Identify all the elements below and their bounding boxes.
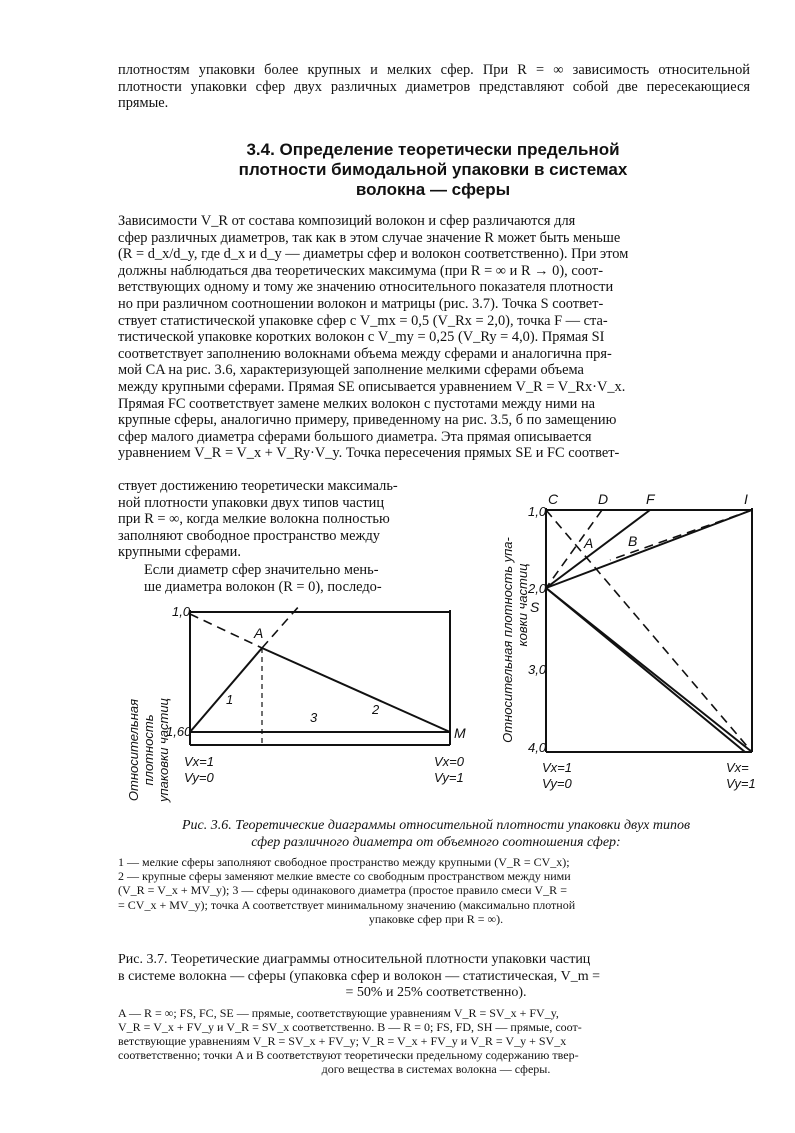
caption36-title-2: сфер различного диаметра от объемного соотношения сфер: — [251, 834, 621, 850]
body-line: ветствующих одному и тому же значению относительного показателя плотности — [118, 279, 614, 296]
fig36-line-3-label: 3 — [310, 710, 318, 725]
body-line: соответствует заполнению волокнами объема между сферами и аналогична пря- — [118, 345, 612, 362]
body-line: при R = ∞, когда мелкие волокна полностью — [118, 511, 390, 528]
figure-3-7 — [490, 490, 770, 805]
caption-figure-3-7 — [118, 952, 754, 1076]
body-line: ствует статистической упаковке сфер с V_mx = 0,5 (V_Rx = 2,0), точка F — ста- — [118, 312, 608, 329]
body-paragraph-1 — [118, 213, 750, 462]
heading-line-3: волокна — сферы — [355, 180, 511, 199]
caption36-title-1: Рис. 3.6. Теоретические диаграммы относительной плотности упаковки двух типов — [181, 818, 691, 833]
fig37-point-s: S — [530, 599, 540, 615]
fig36-x-right-1: Vx=0 — [434, 754, 464, 769]
body-line: но при различном соотношении волокон и матрицы (рис. 3.7). Точка S соответ- — [118, 295, 604, 312]
fig37-x-left-2: Vy=0 — [542, 776, 572, 791]
fig36-line-2 — [262, 648, 450, 732]
fig37-point-i: I — [744, 491, 748, 507]
caption36-note: (V_R = V_x + MV_y); 3 — сферы одинакового диаметра (простое правило смеси V_R = — [118, 883, 567, 898]
fig37-point-f: F — [646, 491, 655, 507]
fig36-x-left-2: Vy=0 — [184, 770, 214, 785]
fig37-ylabel-2: ковки частиц — [515, 563, 530, 647]
caption37-title-2: в системе волокна — сферы (упаковка сфер и волокон — статистическая, V_m = — [118, 968, 601, 984]
caption37-title-1: Рис. 3.7. Теоретические диаграммы относительной плотности упаковки частиц — [118, 952, 591, 967]
heading-line-2: плотности бимодальной упаковки в системах — [238, 160, 628, 179]
fig37-tick-1: 1,0 — [528, 504, 547, 519]
caption37-note: A — R = ∞; FS, FC, SE — прямые, соответствующие уравнениям V_R = SV_x + FV_y, — [118, 1005, 559, 1020]
body-line: ствует достижению теоретически максималь- — [118, 478, 398, 494]
body-line: тистической упаковке коротких волокон с V_my = 0,25 (V_Ry = 4,0). Прямая SI — [118, 329, 605, 346]
fig37-line-f-bottom — [546, 588, 745, 752]
fig37-x-right-2: Vy=1 — [726, 776, 756, 791]
fig36-point-a: A — [254, 625, 264, 641]
fig36-ylabel-1: Относительная — [126, 698, 141, 802]
fig37-tick-2: 2,0 — [528, 581, 547, 596]
body-line: Прямая FC соответствует замене мелких волокон с пустотами между ними на — [118, 395, 596, 412]
fig36-ylabel-3: упаковки частиц — [156, 698, 171, 802]
caption-figure-3-6 — [118, 818, 754, 926]
fig36-line-1 — [190, 648, 262, 732]
caption36-note: упаковке сфер при R = ∞). — [368, 911, 504, 926]
body-line: между крупными сферами. Прямая SE описывается уравнением V_R = V_Rx·V_x. — [118, 378, 626, 395]
fig37-line-fs — [546, 510, 650, 588]
caption37-title-3: = 50% и 25% соответственно). — [345, 985, 527, 1000]
fig37-x-right-1: Vx= — [726, 760, 749, 775]
body-line: ной плотности упаковки двух типов частиц — [118, 494, 385, 511]
caption37-note: соответственно; точки A и B соответствуют теоретически предельному содержанию твер- — [118, 1047, 579, 1062]
body-line: уравнением V_R = V_x + V_Ry·V_y. Точка пересечения прямых SE и FC соответ- — [118, 445, 620, 462]
fig37-x-left-1: Vx=1 — [542, 760, 572, 775]
body-line: крупные сферы, аналогично примеру, приведенному на рис. 3.5, б по замещению — [118, 412, 617, 429]
body-line: мой CA на рис. 3.6, характеризующей заполнение мелкими сферами объема — [118, 362, 584, 379]
fig36-line-2-label: 2 — [372, 702, 380, 717]
fig37-tick-4: 4,0 — [528, 740, 547, 755]
figure-3-6 — [110, 600, 490, 800]
fig37-ylabel-1: Относительная плотность упа- — [500, 537, 515, 743]
section-heading — [140, 140, 726, 200]
caption36-note: 2 — крупные сферы заменяют мелкие вместе со свободным пространством между ними — [118, 869, 571, 884]
fig36-ylabel-2: плотность — [141, 714, 156, 786]
intro-paragraph: плотностям упаковки более крупных и мелких сфер. При R = ∞ зависимость относительной плотности упаковки сфер двух различных диаметров представляют собой две пересекающиеся прямые. — [118, 62, 750, 112]
caption36-note: 1 — мелкие сферы заполняют свободное пространство между крупными (V_R = CV_x); — [118, 855, 570, 869]
body-line: сфер различных диаметров, так как в этом случае значение R может быть меньше — [118, 229, 621, 246]
heading-line-1: 3.4. Определение теоретически предельной — [246, 140, 620, 159]
fig37-point-a: A — [584, 535, 594, 551]
fig36-x-right-2: Vy=1 — [434, 770, 464, 785]
fig37-line-ds — [546, 510, 602, 588]
fig37-tick-3: 3,0 — [528, 662, 547, 677]
body-line: Если диаметр сфер значительно мень- — [144, 562, 379, 578]
fig36-line-1-label: 1 — [226, 692, 234, 707]
fig36-x-left-1: Vx=1 — [184, 754, 214, 769]
body-line: Зависимости V_R от состава композиций волокон и сфер различаются для — [118, 213, 576, 229]
fig37-point-d: D — [598, 491, 609, 507]
caption37-note: дого вещества в системах волокна — сферы. — [321, 1061, 551, 1076]
body-line: ше диаметра волокон (R = 0), последо- — [144, 578, 382, 595]
fig36-line-2-extension — [190, 614, 262, 648]
fig37-point-c: C — [548, 491, 559, 507]
body-line: заполняют свободное пространство между — [118, 527, 381, 544]
body-line: должны наблюдаться два теоретических максимума (при R = ∞ и R → 0), соот- — [118, 262, 603, 279]
body-line: (R = d_x/d_y, где d_x и d_y — диаметры сфер и волокон соответственно). При этом — [118, 246, 629, 263]
body-paragraph-3 — [118, 562, 488, 595]
body-paragraph-2 — [118, 478, 488, 561]
body-line: сфер малого диаметра сферами большого диаметра. Эта прямая описывается — [118, 428, 592, 445]
fig37-point-b: B — [628, 533, 638, 549]
fig36-tick-top: 1,0 — [172, 604, 191, 619]
caption37-note: ветствующие уравнениям V_R = SV_x + FV_y; V_R = V_x + FV_y и V_R = V_y + SV_x — [118, 1033, 567, 1048]
body-line: крупными сферами. — [118, 544, 241, 561]
caption36-note: = CV_x + MV_y); точка A соответствует минимальному значению (максимально плотной — [118, 897, 576, 912]
fig36-point-m: M — [454, 725, 466, 741]
fig36-tick-bottom: 1,60 — [166, 724, 192, 739]
caption37-note: V_R = V_x + FV_y и V_R = SV_x соответственно. B — R = 0; FS, FD, SH — прямые, соот- — [118, 1019, 582, 1034]
